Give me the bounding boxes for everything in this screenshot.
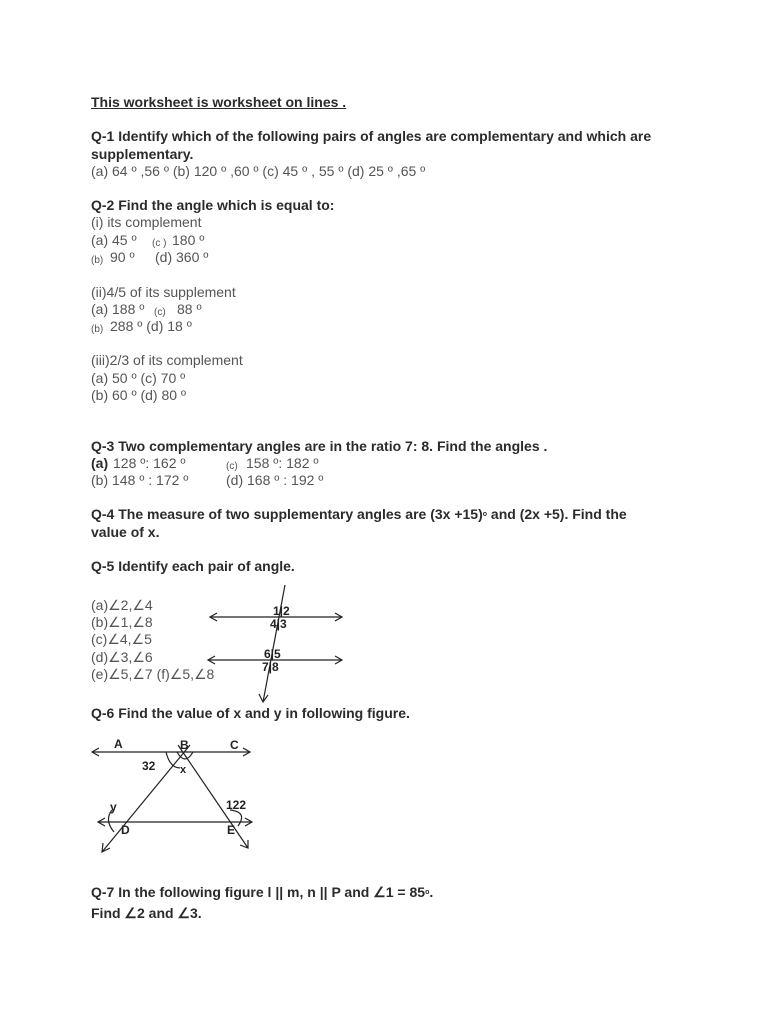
q6-top-line-arrow-right: [243, 748, 250, 756]
q5-label-bottom-above: 6|5: [264, 647, 281, 661]
q3-option-b: (b) 148 º : 172 º: [91, 472, 189, 488]
q5-transversal-arrow: [259, 694, 268, 702]
q5-top-line-arrow-left: [210, 613, 217, 621]
q7-degree-sup: o: [425, 889, 430, 896]
q3-option-c: 158 º: 182 º: [246, 455, 319, 471]
q3-heading: Q-3 Two complementary angles are in the ratio 7: 8. Find the angles .: [91, 438, 548, 454]
q4-line1-end: and (2x +5). Find the: [487, 506, 627, 522]
q5-bottom-line-arrow-left: [208, 656, 215, 664]
q6-label-C: C: [230, 738, 239, 752]
q6-label-122: 122: [226, 798, 247, 812]
worksheet-title: This worksheet is worksheet on lines .: [91, 94, 347, 110]
q6-right-side-arrow: [240, 840, 248, 848]
q6-bottom-line-arrow-right: [245, 818, 252, 826]
q3-option-a: 128 º: 162 º: [113, 455, 186, 471]
q2-i-option-b-label: (b): [91, 255, 104, 266]
q7-line1-text: Q-7 In the following figure l || m, n || P and ∠1 = 85: [91, 884, 426, 900]
q3-option-a-label: (a): [91, 455, 109, 471]
q1-options: (a) 64 º ,56 º (b) 120 º ,60 º (c) 45 º , 55 º (d) 25 º ,65 º: [91, 163, 426, 179]
q2-ii-option-a: (a) 188 º: [91, 301, 145, 317]
q6-angle-arc-y: [108, 810, 114, 832]
q5-item: (d)∠3,∠6: [91, 649, 153, 665]
q6-angle-arc-x: [177, 752, 193, 759]
q2-iii-options-row1: (a) 50 º (c) 70 º: [91, 370, 186, 386]
q5-label-bottom-below: 7|8: [262, 660, 279, 674]
q2-i-label: (i) its complement: [91, 214, 202, 230]
q2-ii-option-c-label: (c): [154, 307, 166, 318]
q4-degree-sup: o: [482, 511, 488, 518]
q6-angle-arc-32: [166, 752, 180, 768]
q7-line1-end: .: [429, 884, 434, 900]
q6-label-D: D: [121, 823, 130, 837]
q5-item: (a)∠2,∠4: [91, 597, 153, 613]
q2-iii-options-row2: (b) 60 º (d) 80 º: [91, 387, 187, 403]
q6-bottom-line-arrow-left: [98, 818, 105, 826]
q4-line1-text: Q-4 The measure of two supplementary angles are (3x +15): [91, 506, 483, 522]
q7-line1: [91, 884, 433, 901]
q6-label-B: B: [180, 738, 189, 752]
q2-heading: Q-2 Find the angle which is equal to:: [91, 197, 335, 213]
q2-i-option-b: 90 º: [110, 249, 135, 265]
q6-angle-arc-122: [230, 810, 242, 826]
q6-heading: Q-6 Find the value of x and y in following figure.: [91, 705, 410, 721]
q3-option-c-label: (c): [226, 461, 238, 472]
q5-label-top-above: 1|2: [273, 604, 290, 618]
q2-ii-option-c: 88 º: [177, 301, 202, 317]
q6-top-line-arrow-left: [92, 748, 99, 756]
q5-transversal: [263, 585, 285, 702]
q5-item: (b)∠1,∠8: [91, 614, 153, 630]
q4-line2: value of x.: [91, 524, 160, 540]
q6-left-side: [102, 745, 190, 852]
q4-line1: [91, 506, 627, 523]
q6-label-32: 32: [142, 759, 156, 773]
q5-bottom-line-arrow-right: [335, 656, 342, 664]
q6-label-y: y: [110, 800, 117, 814]
q2-ii-option-b-label: (b): [91, 324, 104, 335]
q2-i-option-d: (d) 360 º: [155, 249, 209, 265]
q2-i-option-a: (a) 45 º: [91, 232, 137, 248]
q5-top-line-arrow-right: [335, 613, 342, 621]
q6-label-x: x: [180, 764, 187, 776]
q5-item: (e)∠5,∠7 (f)∠5,∠8: [91, 666, 215, 682]
q3-option-d: (d) 168 º : 192 º: [226, 472, 324, 488]
q5-label-top-below: 4|3: [270, 617, 287, 631]
q2-i-option-c: 180 º: [172, 232, 205, 248]
q2-ii-option-b-d: 288 º (d) 18 º: [110, 318, 192, 334]
q6-label-A: A: [114, 737, 123, 751]
q6-right-side: [178, 745, 248, 848]
q5-heading: Q-5 Identify each pair of angle.: [91, 558, 295, 574]
q7-line2: Find ∠2 and ∠3.: [91, 905, 202, 921]
q2-i-option-c-label: (c ): [152, 238, 167, 249]
q1-heading-line2: supplementary.: [91, 146, 194, 162]
q2-ii-label: (ii)4/5 of its supplement: [91, 284, 236, 300]
q6-left-side-arrow: [102, 843, 110, 852]
q6-label-E: E: [227, 823, 236, 837]
q1-heading-line1: Q-1 Identify which of the following pairs of angles are complementary and which are: [91, 128, 652, 144]
q5-item: (c)∠4,∠5: [91, 631, 152, 647]
q2-iii-label: (iii)2/3 of its complement: [91, 352, 243, 368]
